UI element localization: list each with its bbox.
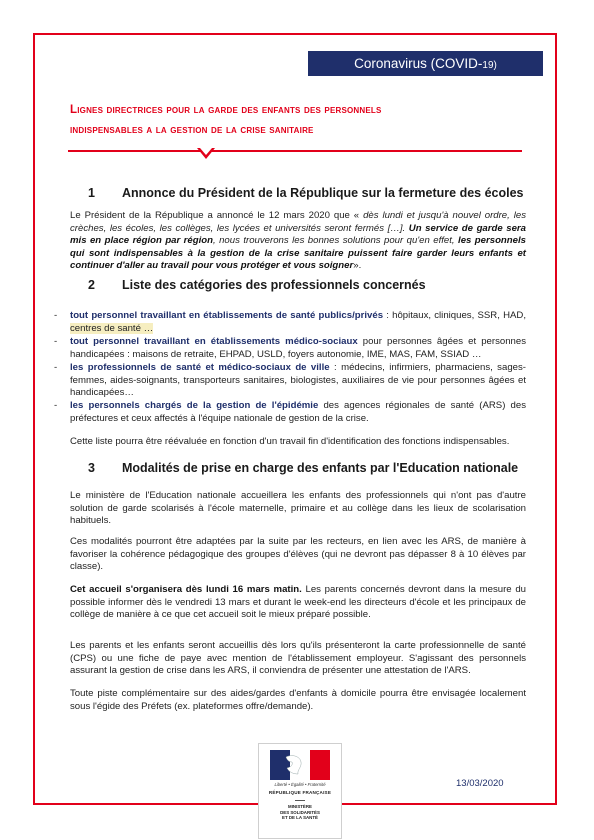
bullet-dash: - <box>54 336 58 347</box>
section-3-paragraph-3 <box>70 584 526 622</box>
section-3-paragraph-4: Les parents et les enfants seront accueillis dès lors qu'ils présenteront la carte professionnelle de santé (CPS) ou une fiche de paye avec mention de l'établissement employeur. S'agissant des personnels assurant la gestion de crise dans les ARS, il conviendra de présenter une attestation de l'ARS. <box>70 640 526 677</box>
marianne-flag-icon <box>270 750 330 780</box>
section-3-paragraph-5: Toute piste complémentaire sur des aides/gardes d'enfants à domicile pourra être envisagée localement sous l'égide des Préfets (ex. plateformes offre/demande). <box>70 688 526 712</box>
section-2-heading <box>88 278 426 292</box>
section-2-number: 2 <box>88 278 95 292</box>
bullet-1-text: : hôpitaux, cliniques, SSR, HAD, <box>383 310 526 321</box>
bullet-1-bold: tout personnel travaillant en établissements de santé publics/privés <box>70 310 384 321</box>
bullet-2-text: pour personnes âgées et personnes handicapées : maisons de retraite, EHPAD, USLD, foyers autonomie, IME, MAS, FAM, SSIAD … <box>70 336 526 360</box>
s1-bold2: les personnels qui sont indispensables à la gestion de la crise sanitaire puissent faire garder leurs enfants et continuer d'aller au travail pour vous protéger et vous soigner <box>70 235 526 272</box>
document-date: 13/03/2020 <box>456 778 504 789</box>
document-title-line1: Lignes directrices pour la garde des enfants des personnels <box>70 104 382 116</box>
section-1-paragraph <box>70 210 526 273</box>
bullet-4-bold: les personnels chargés de la gestion de l'épidémie <box>70 400 319 411</box>
section-1-heading <box>88 186 524 200</box>
s3-p3-bold: Cet accueil s'organisera dès lundi 16 mars matin. <box>70 584 302 595</box>
section-2-title: Liste des catégories des professionnels concernés <box>122 278 426 292</box>
section-1-title: Annonce du Président de la République sur la fermeture des écoles <box>122 186 524 200</box>
bullet-2-bold: tout personnel travaillant en établissements médico-sociaux <box>70 336 358 347</box>
bullet-3-bold: les professionnels de santé et médico-sociaux de ville <box>70 362 330 373</box>
covid-banner <box>308 51 543 76</box>
bullet-1-highlight: centres de santé … <box>70 322 154 334</box>
document-title-line2: indispensables a la gestion de la crise sanitaire <box>70 124 314 136</box>
s1-intro: Le Président de la République a annoncé le 12 mars 2020 que « <box>70 210 364 221</box>
ministry-line-2: DES SOLIDARITÉS <box>280 809 320 815</box>
list-item <box>70 400 526 425</box>
bullet-dash: - <box>54 362 58 373</box>
list-item <box>70 336 526 361</box>
section-3-title: Modalités de prise en charge des enfants par l'Education nationale <box>122 461 519 475</box>
banner-small-text: 19) <box>482 60 497 71</box>
bullet-3-text: : médecins, infirmiers, pharmaciens, sages-femmes, aides-soignants, transporteurs sanitaires, biologistes, auxiliaires de vie pour personnes âgées et handicapées… <box>70 362 526 399</box>
logo-ministry <box>259 804 341 821</box>
banner-main-text: Coronavirus (COVID- <box>354 56 483 71</box>
section-3-paragraph-2: Ces modalités pourront être adaptées par la suite par les recteurs, en lien avec les ARS, de manière à favoriser la cohérence pédagogique des groupes d'élèves (qui ne devront pas dépasser 8 à 10 élèves par classe). <box>70 536 526 573</box>
ministry-line-3: ET DE LA SANTÉ <box>282 815 318 821</box>
list-item <box>70 362 526 400</box>
bullet-dash: - <box>54 310 58 321</box>
s1-quote1: dès lundi et jusqu'à nouvel ordre, les crèches, les écoles, les collèges, les lycées et universités seront fermés […]. <box>70 210 526 234</box>
s1-quote2: , nous trouverons les bonnes solutions pour qu'en effet, <box>213 235 459 247</box>
list-item <box>70 310 526 335</box>
ministry-line-1: MINISTÈRE <box>288 804 312 809</box>
bullet-dash: - <box>54 400 58 411</box>
logo-republic: RÉPUBLIQUE FRANÇAISE <box>268 790 332 795</box>
section-3-paragraph-1: Le ministère de l'Education nationale accueillera les enfants des professionnels qui n'ont pas d'autre solution de garde scolarisés à l'école maternelle, primaire et au collège dans les lieux de scolarisation habituels. <box>70 490 526 527</box>
section-3-number: 3 <box>88 461 95 475</box>
bullet-4-text: des agences régionales de santé (ARS) des préfectures et ceux affectés à l'équipe nationale de gestion de la crise. <box>70 400 526 424</box>
section-2-note: Cette liste pourra être réévaluée en fonction d'un travail fin d'identification des fonctions indispensables. <box>70 436 510 447</box>
logo-motto: Liberté • Égalité • Fraternité <box>274 782 326 787</box>
document-title <box>70 100 550 140</box>
logo-divider <box>295 800 305 801</box>
s1-end: ». <box>353 260 362 272</box>
title-notch-inner <box>200 148 212 155</box>
section-1-number: 1 <box>88 186 95 200</box>
title-underline <box>68 150 522 152</box>
s1-bold1: Un service de garde sera mis en place région par région <box>70 222 527 247</box>
s3-p3-text: Les parents concernés devront dans la mesure du possible informer dès le vendredi 13 mars et durant le week-end les directeurs d'école et les principaux de collège de manière à ce que cet accueil soit le mieux préparé possible. <box>70 584 526 621</box>
republique-francaise-logo <box>258 743 342 839</box>
section-3-heading <box>88 461 518 475</box>
